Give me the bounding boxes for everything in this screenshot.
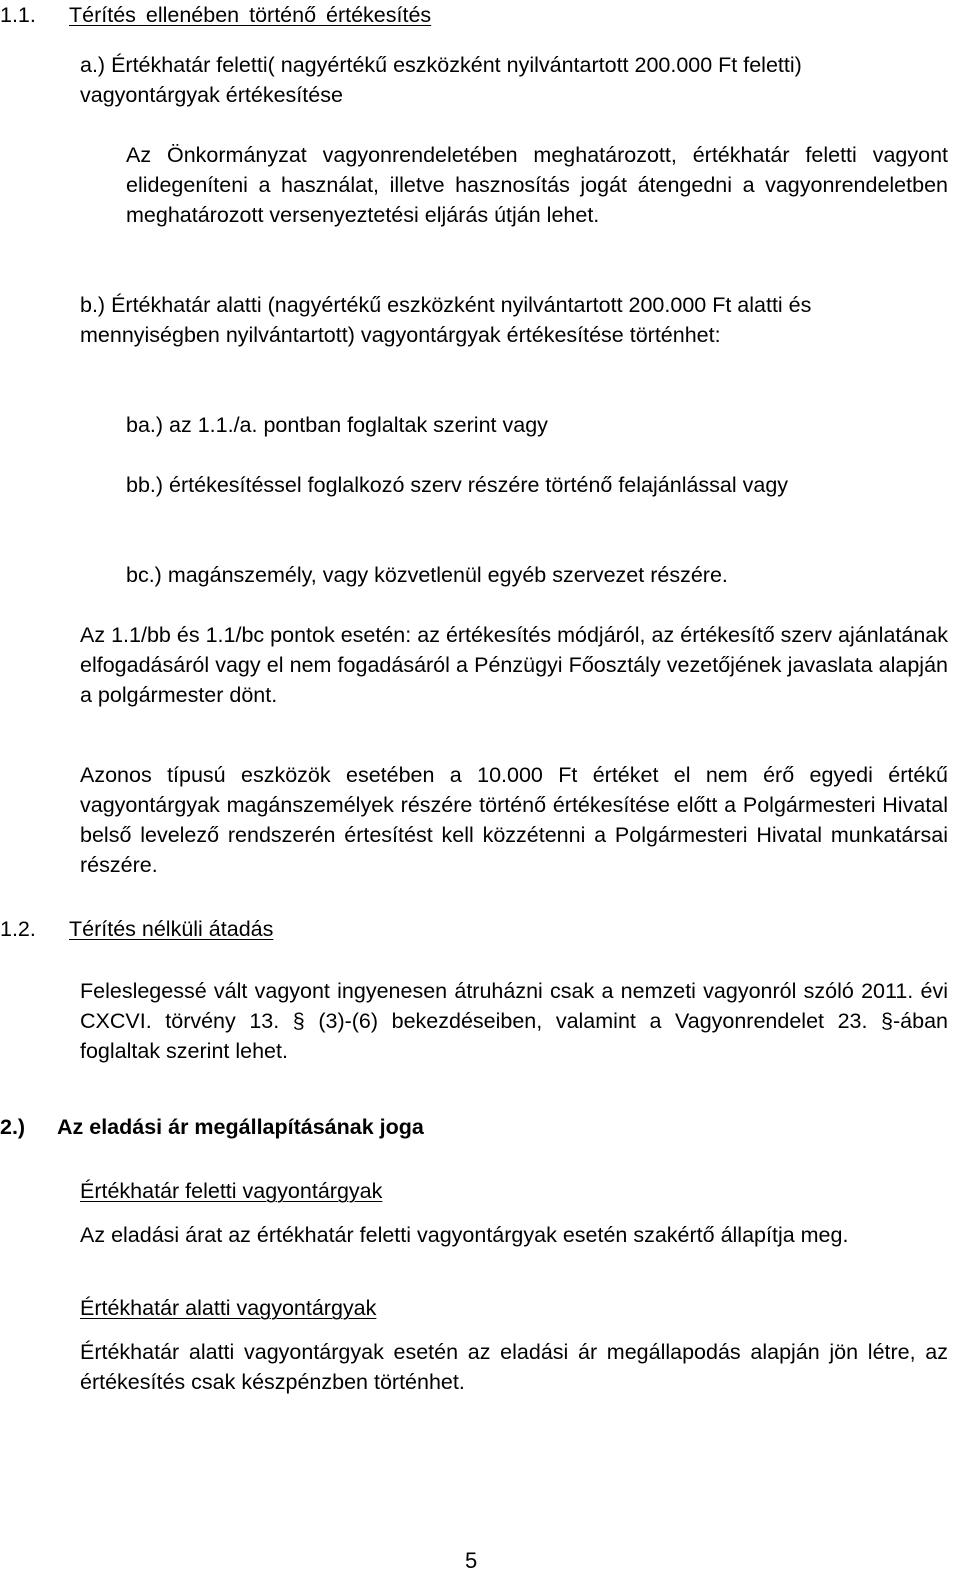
subsection-b-heading: b.) Értékhatár alatti (nagyértékű eszközként nyilvántartott 200.000 Ft alatti és mennyiségben nyilvántartott) vagyontárgyak értékesítése történhet: bbox=[80, 293, 812, 347]
section-1-2-body: Feleslegessé vált vagyont ingyenesen átruházni csak a nemzeti vagyonról szóló 2011. évi CXCVI. törvény 13. § (3)-(6) bekezdéseiben, valamint a Vagyonrendelet 23. §-ában foglaltak szerint lehet. bbox=[80, 979, 948, 1063]
section-number: 1.1. bbox=[0, 3, 36, 27]
section-title: Térítés nélküli átadás bbox=[69, 917, 274, 941]
subsection-below-threshold-body: Értékhatár alatti vagyontárgyak esetén az eladási ár megállapodás alapján jön létre, az értékesítés csak készpénzben történhet. bbox=[80, 1340, 948, 1394]
list-item-bb-text: bb.) értékesítéssel foglalkozó szerv részére történő felajánlással vagy bbox=[126, 473, 789, 497]
section-title: Az eladási ár megállapításának joga bbox=[57, 1115, 424, 1139]
subsection-above-threshold-body: Az eladási árat az értékhatár feletti vagyontárgyak esetén szakértő állapítja meg. bbox=[80, 1223, 849, 1247]
subsection-a-heading: a.) Értékhatár feletti( nagyértékű eszközként nyilvántartott 200.000 Ft feletti) vagyontárgyak értékesítése bbox=[80, 53, 802, 107]
paragraph-bb-bc: Az 1.1/bb és 1.1/bc pontok esetén: az értékesítés módjáról, az értékesítő szerv ajánlatának elfogadásáról vagy el nem fogadásáról a Pénzügyi Főosztály vezetőjének javaslata alapján a polgármester dönt. bbox=[80, 623, 948, 707]
subsection-a-body: Az Önkormányzat vagyonrendeletében meghatározott, értékhatár feletti vagyont elidegeníteni a használat, illetve hasznosítás jogát átengedni a vagyonrendeletben meghatározott versenyeztetési eljárás útján lehet. bbox=[126, 143, 948, 227]
page-number: 5 bbox=[465, 1548, 478, 1573]
list-item-bc: bc.) magánszemély, vagy közvetlenül egyéb szervezet részére. bbox=[126, 563, 728, 587]
section-title: Térítés ellenében történő értékesítés bbox=[69, 3, 432, 27]
list-item-ba: ba.) az 1.1./a. pontban foglaltak szerint vagy bbox=[126, 413, 548, 437]
subsection-above-threshold-title: Értékhatár feletti vagyontárgyak bbox=[80, 1179, 383, 1203]
list-item-bb bbox=[126, 470, 960, 500]
subsection-below-threshold-title: Értékhatár alatti vagyontárgyak bbox=[80, 1296, 377, 1320]
section-number: 1.2. bbox=[0, 917, 36, 941]
paragraph-azonos: Azonos típusú eszközök esetében a 10.000 Ft értéket el nem érő egyedi értékű vagyontárgyak magánszemélyek részére történő értékesítése előtt a Polgármesteri Hivatal belső levelező rendszerén értesítést kell közzétenni a Polgármesteri Hivatal munkatársai részére. bbox=[80, 763, 948, 877]
section-number: 2.) bbox=[0, 1115, 26, 1139]
